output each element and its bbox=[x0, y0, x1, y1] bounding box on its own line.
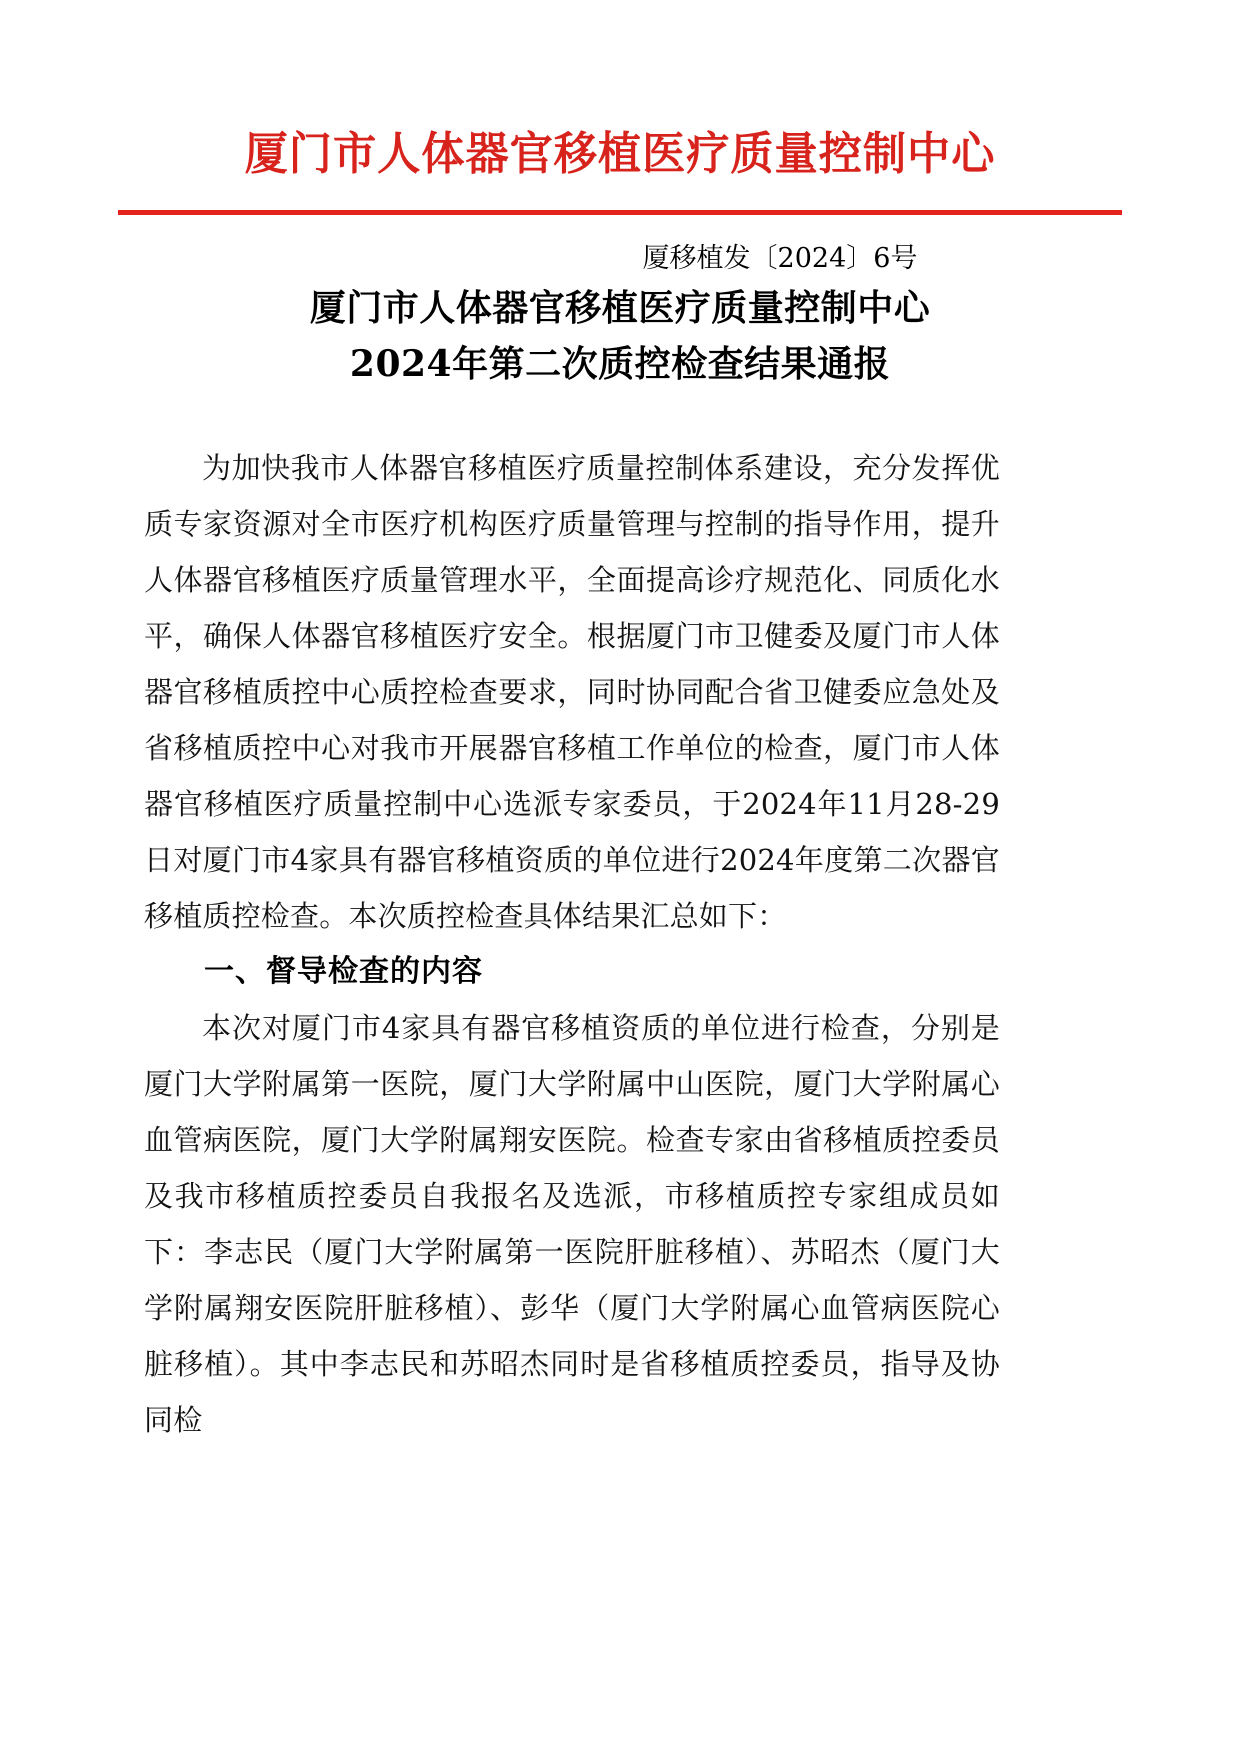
document-body bbox=[144, 440, 1000, 1448]
page-title-line-2: 2024年第二次质控检查结果通报 bbox=[349, 343, 891, 385]
letterhead-title: 厦门市人体器官移植医疗质量控制中心 bbox=[244, 127, 996, 180]
letterhead-red-rule bbox=[118, 210, 1122, 215]
page-title-line-1: 厦门市人体器官移植医疗质量控制中心 bbox=[309, 287, 931, 329]
letterhead bbox=[0, 128, 1240, 180]
body-paragraph-2: 本次对厦门市4家具有器官移植资质的单位进行检查，分别是厦门大学附属第一医院，厦门大学附属中山医院，厦门大学附属心血管病医院，厦门大学附属翔安医院。检查专家由省移植质控委员及我市移植质控委员自我报名及选派，市移植质控专家组成员如下：李志民（厦门大学附属第一医院肝脏移植）、苏昭杰（厦门大学附属翔安医院肝脏移植）、彭华（厦门大学附属心血管病医院心脏移植）。其中李志民和苏昭杰同时是省移植质控委员，指导及协同检 bbox=[144, 1011, 1000, 1437]
section-heading-1: 一、督导检查的内容 bbox=[204, 954, 483, 989]
body-paragraph-1: 为加快我市人体器官移植医疗质量控制体系建设，充分发挥优质专家资源对全市医疗机构医疗质量管理与控制的指导作用，提升人体器官移植医疗质量管理水平，全面提高诊疗规范化、同质化水平，确保人体器官移植医疗安全。根据厦门市卫健委及厦门市人体器官移植质控中心质控检查要求，同时协同配合省卫健委应急处及省移植质控中心对我市开展器官移植工作单位的检查，厦门市人体器官移植医疗质量控制中心选派专家委员，于2024年11月28-29日对厦门市4家具有器官移植资质的单位进行2024年度第二次器官移植质控检查。本次质控检查具体结果汇总如下： bbox=[144, 451, 1000, 933]
document-number: 厦移植发〔2024〕6号 bbox=[642, 243, 918, 274]
page-title bbox=[0, 280, 1240, 392]
document-number-row bbox=[0, 236, 1240, 275]
